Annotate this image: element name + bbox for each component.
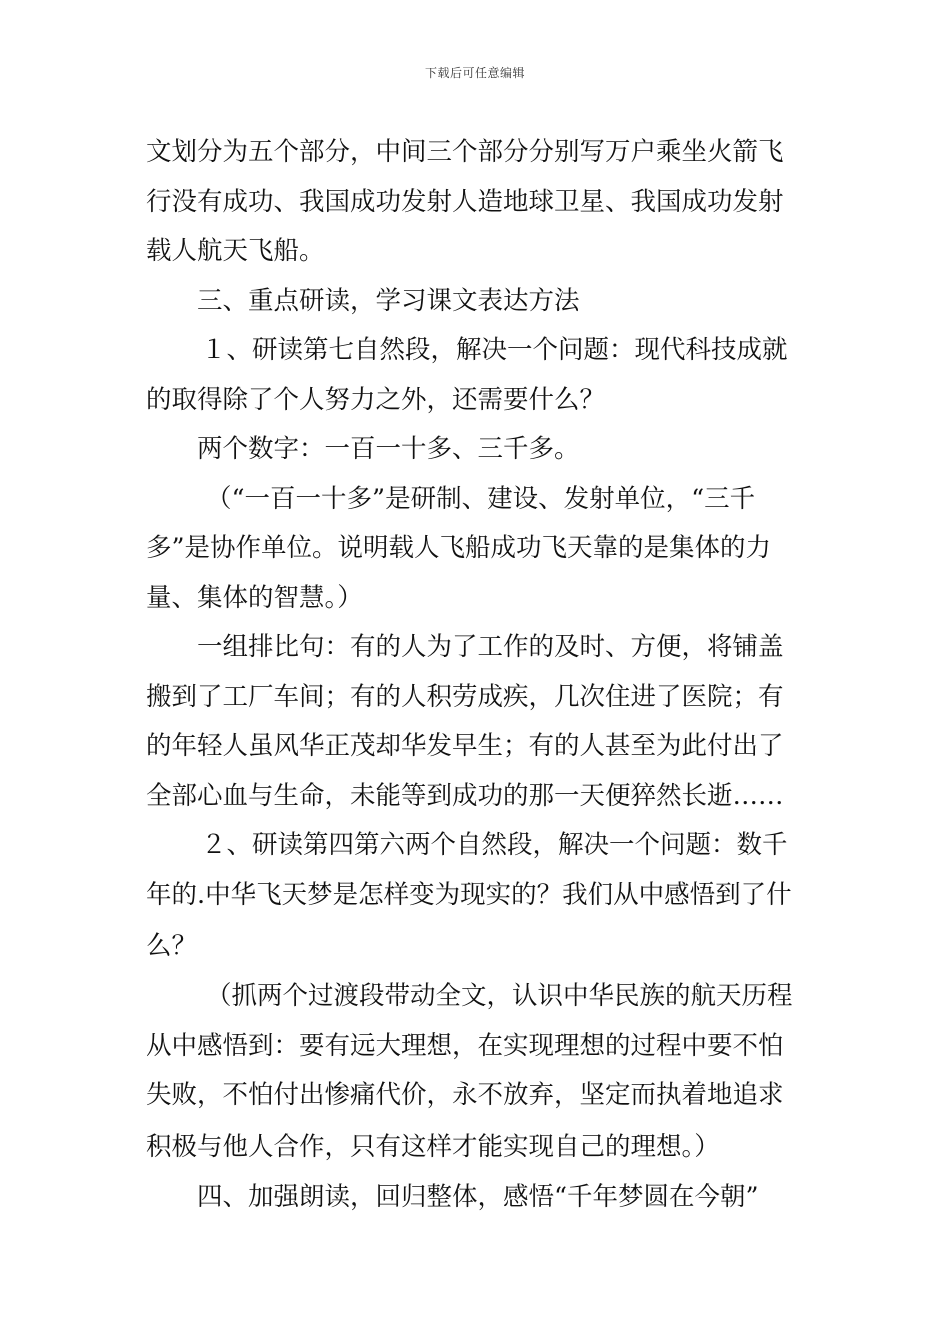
body-line: 多”是协作单位。说明载人飞船成功飞天靠的是集体的力 [146, 533, 772, 563]
body-line: 全部心血与生命，未能等到成功的那一天便猝然长逝…… [146, 780, 784, 811]
body-line: 搬到了工厂车间；有的人积劳成疾，几次住进了医院；有 [146, 681, 784, 712]
section-heading: 四、加强朗读，回归整体，感悟“千年梦圆在今朝” [197, 1181, 759, 1212]
section-heading: 三、重点研读，学习课文表达方法 [197, 285, 580, 316]
body-line: 年的.中华飞天梦是怎样变为现实的？我们从中感悟到了什 [146, 879, 792, 910]
body-line: 的取得除了个人努力之外，还需要什么？ [146, 384, 606, 415]
body-line: ２、研读第四第六两个自然段，解决一个问题：数千 [201, 830, 788, 860]
body-line: 文划分为五个部分，中间三个部分分别写万户乘坐火箭飞 [146, 137, 784, 167]
page-header-note: 下载后可任意编辑 [424, 66, 525, 80]
body-line: １、研读第七自然段，解决一个问题：现代科技成就 [201, 335, 788, 365]
body-line: 量、集体的智慧。） [146, 582, 363, 613]
body-line: 行没有成功、我国成功发射人造地球卫星、我国成功发射 [146, 186, 784, 217]
document-body [146, 128, 810, 1222]
body-line: 载人航天飞船。 [146, 236, 325, 266]
body-line: 两个数字：一百一十多、三千多。 [197, 434, 580, 464]
body-line: 积极与他人合作，只有这样才能实现自己的理想。） [146, 1131, 720, 1162]
body-line: 么？ [146, 931, 198, 961]
body-line: （“一百一十多”是研制、建设、发射单位，“三千 [206, 483, 756, 514]
body-line: （抓两个过渡段带动全文，认识中华民族的航天历程 [206, 981, 793, 1011]
body-line: 的年轻人虽风华正茂却华发早生；有的人甚至为此付出了 [146, 731, 784, 761]
body-line: 一组排比句：有的人为了工作的及时、方便，将铺盖 [197, 632, 784, 662]
body-line: 从中感悟到：要有远大理想，在实现理想的过程中要不怕 [146, 1030, 784, 1061]
body-line: 失败，不怕付出惨痛代价，永不放弃，坚定而执着地追求 [146, 1080, 784, 1110]
